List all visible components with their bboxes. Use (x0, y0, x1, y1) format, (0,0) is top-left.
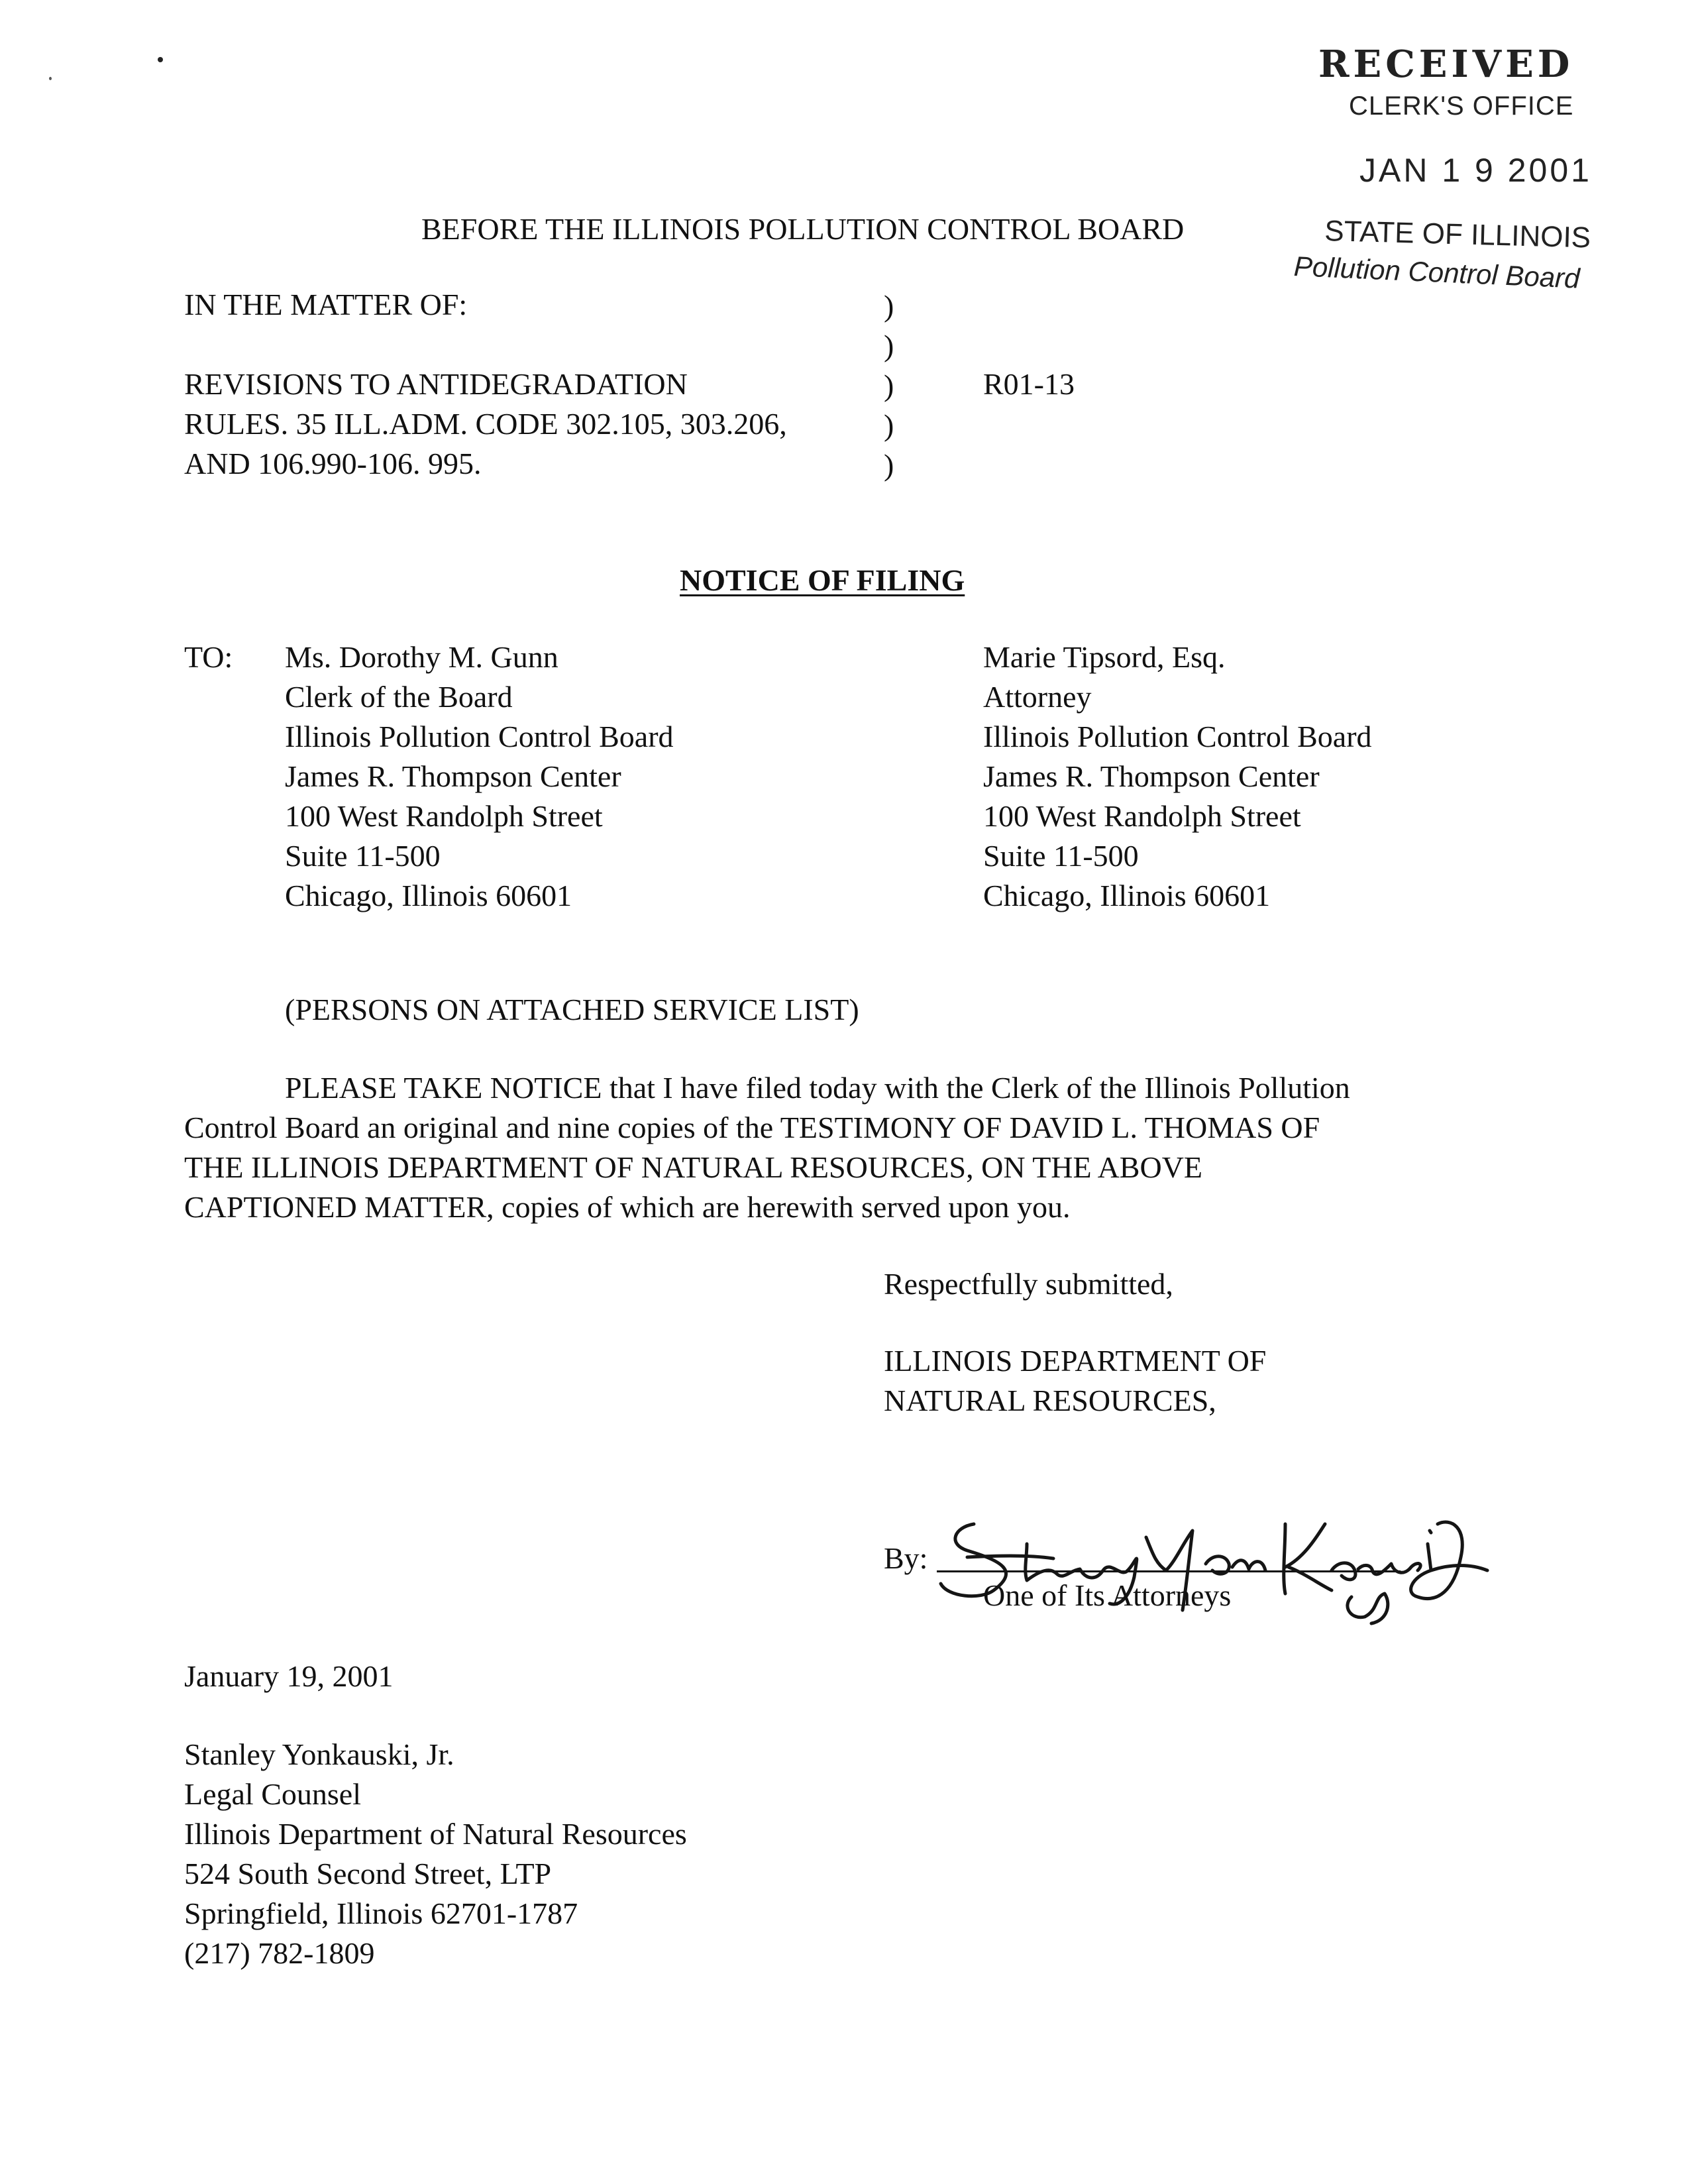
by-label: By: (884, 1541, 928, 1575)
stamp-received: RECEIVED (1318, 42, 1574, 86)
filing-date: January 19, 2001 (184, 1659, 394, 1693)
body-line: PLEASE TAKE NOTICE that I have filed today with the Clerk of the Illinois Pollution (285, 1071, 1350, 1105)
docket-number: R01-13 (983, 367, 1075, 401)
caption-paren: ) (884, 448, 894, 482)
notice-body (184, 1068, 1350, 1227)
organization-line: NATURAL RESOURCES, (884, 1384, 1216, 1417)
stamp-state: STATE OF ILLINOIS (1324, 215, 1591, 254)
caption-line: RULES. 35 ILL.ADM. CODE 302.105, 303.206, (184, 407, 787, 441)
scan-speck (49, 77, 52, 80)
notice-title: NOTICE OF FILING (680, 563, 965, 597)
recipient-right (983, 637, 1372, 916)
sender-line: Stanley Yonkauski, Jr. (184, 1737, 454, 1771)
caption-line: AND 106.990-106. 995. (184, 447, 482, 480)
caption-paren: ) (884, 368, 894, 402)
recipient-left-line: Ms. Dorothy M. Gunn (285, 640, 558, 674)
caption-paren: ) (884, 408, 894, 442)
recipient-left (285, 637, 674, 916)
caption-paren: ) (884, 329, 894, 362)
recipient-left-line: Illinois Pollution Control Board (285, 720, 674, 753)
sender-line: (217) 782-1809 (184, 1936, 375, 1970)
respectfully-submitted: Respectfully submitted, (884, 1267, 1173, 1301)
stamp-date: JAN 1 9 2001 (1359, 152, 1592, 189)
body-line: THE ILLINOIS DEPARTMENT OF NATURAL RESOURCES, ON THE ABOVE (184, 1150, 1203, 1184)
submitting-organization (884, 1341, 1266, 1421)
recipient-right-line: Suite 11-500 (983, 839, 1139, 873)
body-line: CAPTIONED MATTER, copies of which are herewith served upon you. (184, 1190, 1071, 1224)
recipient-right-line: Illinois Pollution Control Board (983, 720, 1372, 753)
signature-role: One of Its Attorneys (983, 1578, 1232, 1612)
caption-line: REVISIONS TO ANTIDEGRADATION (184, 367, 688, 401)
sender-line: Illinois Department of Natural Resources (184, 1817, 687, 1851)
service-list-note: (PERSONS ON ATTACHED SERVICE LIST) (285, 993, 859, 1026)
recipient-right-line: Chicago, Illinois 60601 (983, 879, 1271, 912)
scan-speck (158, 57, 163, 62)
recipient-right-line: Marie Tipsord, Esq. (983, 640, 1226, 674)
sender-line: 524 South Second Street, LTP (184, 1857, 552, 1890)
recipient-right-line: James R. Thompson Center (983, 759, 1320, 793)
caption-lines (184, 364, 787, 484)
sender-line: Springfield, Illinois 62701-1787 (184, 1896, 578, 1930)
tribunal-heading: BEFORE THE ILLINOIS POLLUTION CONTROL BOARD (421, 212, 1185, 246)
matter-label: IN THE MATTER OF: (184, 288, 468, 321)
body-line: Control Board an original and nine copies of the TESTIMONY OF DAVID L. THOMAS OF (184, 1111, 1320, 1144)
recipient-left-line: Chicago, Illinois 60601 (285, 879, 572, 912)
organization-line: ILLINOIS DEPARTMENT OF (884, 1344, 1267, 1378)
caption-parentheses (884, 286, 894, 485)
stamp-office: CLERK'S OFFICE (1349, 91, 1574, 121)
recipient-right-line: Attorney (983, 680, 1092, 714)
caption-paren: ) (884, 289, 894, 323)
recipient-left-line: Clerk of the Board (285, 680, 513, 714)
to-label: TO: (184, 640, 233, 674)
sender-line: Legal Counsel (184, 1777, 361, 1811)
recipient-left-line: 100 West Randolph Street (285, 799, 603, 833)
recipient-left-line: Suite 11-500 (285, 839, 441, 873)
stamp-board: Pollution Control Board (1293, 250, 1581, 294)
recipient-left-line: James R. Thompson Center (285, 759, 621, 793)
recipient-right-line: 100 West Randolph Street (983, 799, 1301, 833)
sender-block (184, 1735, 687, 1973)
